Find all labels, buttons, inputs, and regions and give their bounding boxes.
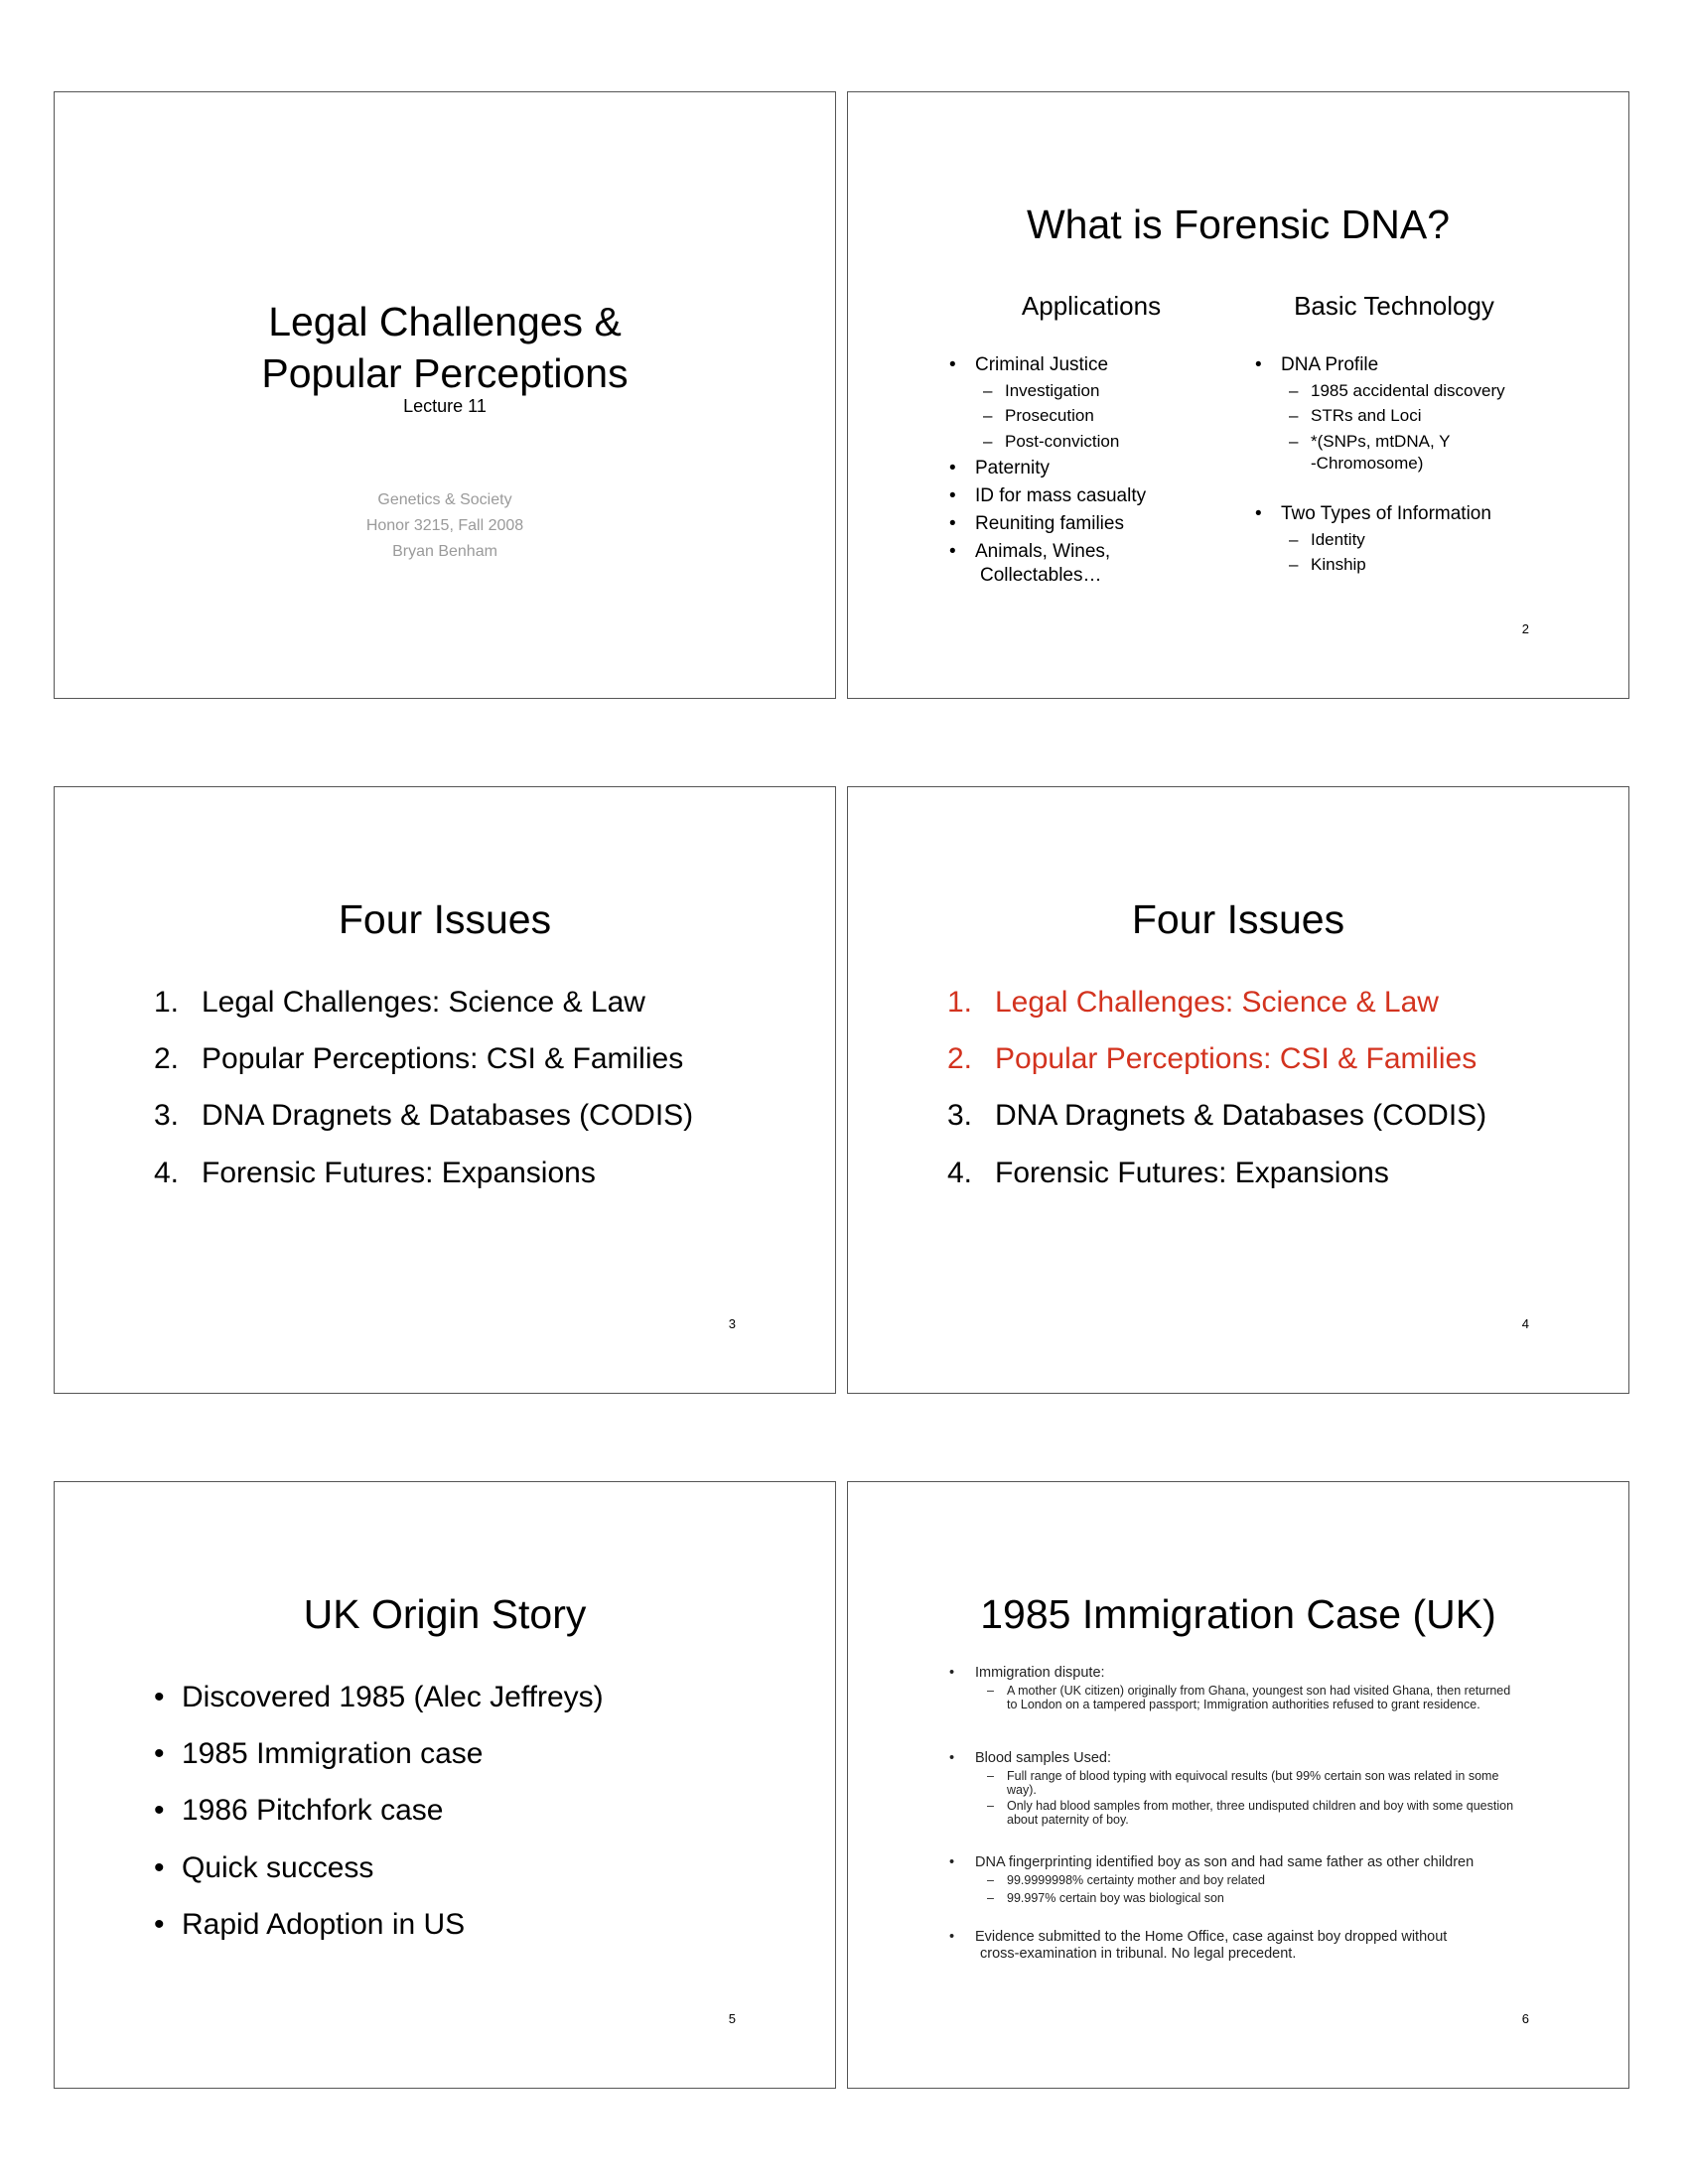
title-line-2: Popular Perceptions xyxy=(261,350,629,396)
slide-3: Four Issues 1. Legal Challenges: Science & Law 2. Popular Perceptions: CSI & Families 3. DNA Dragnets & Databases (CODIS) 4. Forensic Futures: Expansions 3 xyxy=(54,786,836,1394)
slide-title: What is Forensic DNA? xyxy=(1026,202,1451,247)
list-item: • Evidence submitted to the Home Office, case against boy dropped without xyxy=(949,1929,1448,1945)
list-item: • Two Types of Information xyxy=(1255,503,1491,524)
list-item: • Paternity xyxy=(949,458,1050,478)
list-subitem: – STRs and Loci xyxy=(1289,406,1422,425)
list-subitem: – 99.9999998% certainty mother and boy related xyxy=(987,1873,1265,1887)
title-line-1: Legal Challenges & xyxy=(268,299,622,344)
list-subitem: – Kinship xyxy=(1289,555,1366,574)
list-item: • Blood samples Used: xyxy=(949,1750,1112,1766)
page-number: 3 xyxy=(728,1316,736,1331)
course-section: Honor 3215, Fall 2008 xyxy=(365,517,524,534)
list-subitem: – Only had blood samples from mother, three undisputed children and boy with some question about paternity of boy. xyxy=(987,1799,1514,1827)
column-heading-technology: Basic Technology xyxy=(1294,291,1494,321)
list-subitem: – Post-conviction xyxy=(983,432,1120,451)
subtitle: Lecture 11 xyxy=(403,396,487,416)
list-item-continuation: cross-examination in tribunal. No legal precedent. xyxy=(980,1946,1297,1962)
list-subitem: – 99.997% certain boy was biological son xyxy=(987,1891,1224,1905)
page-number: 2 xyxy=(1521,621,1529,636)
slide-title: Four Issues xyxy=(1131,896,1345,942)
author: Bryan Benham xyxy=(392,543,497,560)
page-number: 4 xyxy=(1521,1316,1529,1331)
slide-5: UK Origin Story • Discovered 1985 (Alec Jeffreys) • 1985 Immigration case • 1986 Pitchfork case • Quick success • Rapid Adoption in US 5 xyxy=(54,1481,836,2089)
list-item: • DNA Profile xyxy=(1255,354,1379,375)
slide-title: Four Issues xyxy=(338,896,552,942)
list-item: • Animals, Wines, xyxy=(949,541,1111,562)
slide-4: Four Issues 1. Legal Challenges: Science & Law 2. Popular Perceptions: CSI & Families 3. DNA Dragnets & Databases (CODIS) 4. Forensic Futures: Expansions 4 xyxy=(847,786,1629,1394)
list-subitem-continuation: -Chromosome) xyxy=(1311,454,1424,473)
slide-2 xyxy=(847,91,1629,699)
list-item: • Reuniting families xyxy=(949,513,1124,534)
list-subitem: – 1985 accidental discovery xyxy=(1289,381,1505,400)
list-item: • ID for mass casualty xyxy=(949,485,1147,506)
list-item: • Immigration dispute: xyxy=(949,1665,1105,1681)
page-number: 6 xyxy=(1521,2011,1529,2026)
list-subitem: – *(SNPs, mtDNA, Y xyxy=(1289,432,1451,451)
slide-title: 1985 Immigration Case (UK) xyxy=(980,1591,1496,1637)
list-item-continuation: Collectables… xyxy=(980,565,1102,586)
slide-title xyxy=(55,296,835,399)
list-item: • Criminal Justice xyxy=(949,354,1109,375)
list-subitem: – Investigation xyxy=(983,381,1100,400)
column-heading-applications: Applications xyxy=(1021,291,1162,321)
list-subitem: – Identity xyxy=(1289,530,1365,549)
list-item: • DNA fingerprinting identified boy as son and had same father as other children xyxy=(949,1854,1475,1870)
slide-6 xyxy=(847,1481,1629,2089)
course-name: Genetics & Society xyxy=(377,491,512,508)
list-subitem: – A mother (UK citizen) originally from Ghana, youngest son had visited Ghana, then returned to London on a tampered passport; Immigration authorities refused to grant residence. xyxy=(987,1684,1511,1711)
list-subitem: – Prosecution xyxy=(983,406,1094,425)
page-number: 5 xyxy=(728,2011,736,2026)
slide-1 xyxy=(54,91,836,699)
list-subitem: – Full range of blood typing with equivocal results (but 99% certain son was related in some way). xyxy=(987,1769,1499,1797)
slide-title: UK Origin Story xyxy=(303,1591,587,1637)
